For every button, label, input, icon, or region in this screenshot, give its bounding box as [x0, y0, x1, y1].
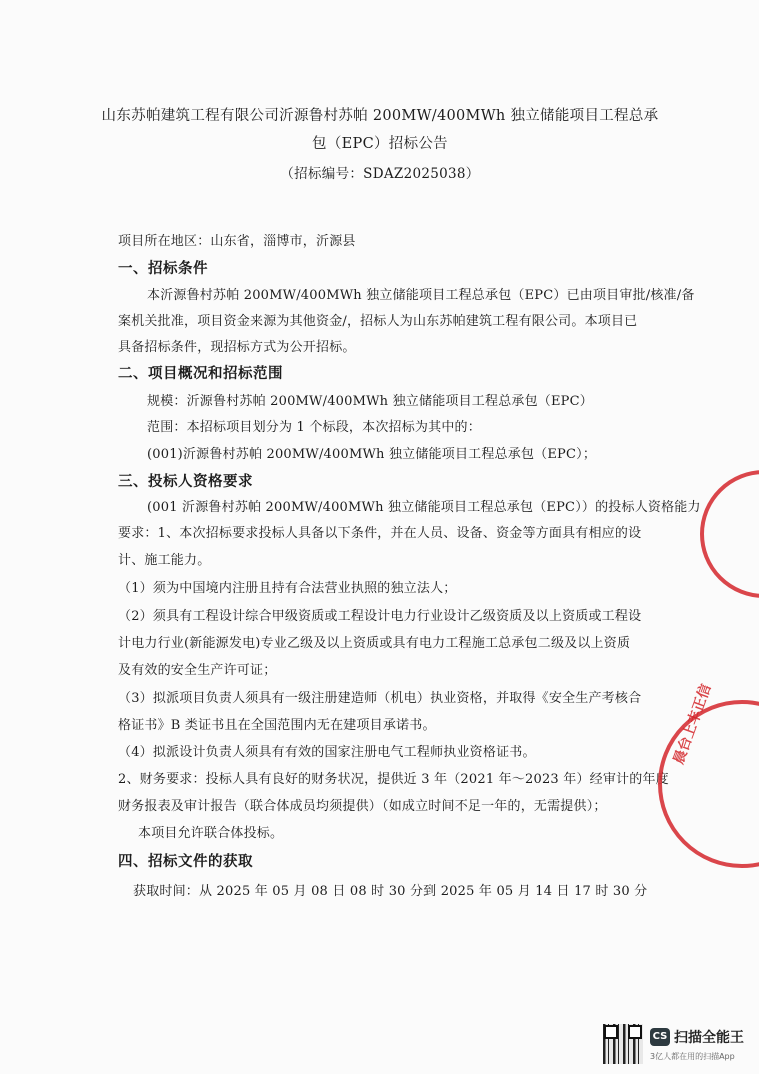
- section-heading-3: 三、投标人资格要求: [118, 473, 253, 490]
- section2-line: 规模：沂源鲁村苏帕 200MW/400MWh 独立储能项目工程总承包（EPC）: [147, 394, 593, 409]
- section-heading-1: 一、招标条件: [118, 260, 208, 277]
- section3-line: 格证书》B 类证书且在全国范围内无在建项目承诺书。: [118, 718, 436, 733]
- section1-line: 案机关批准，项目资金来源为其他资金/，招标人为山东苏帕建筑工程有限公司。本项目已: [118, 314, 638, 329]
- project-location: 项目所在地区：山东省，淄博市，沂源县: [118, 234, 356, 249]
- section3-line: （2）须具有工程设计综合甲级资质或工程设计电力行业设计乙级资质及以上资质或工程设: [118, 609, 642, 624]
- camscanner-slogan: 3亿人都在用的扫描App: [650, 1052, 735, 1061]
- section2-line: (001)沂源鲁村苏帕 200MW/400MWh 独立储能项目工程总承包（EPC）；: [147, 447, 597, 462]
- qr-code-icon: [603, 1024, 643, 1064]
- section3-line: (001 沂源鲁村苏帕 200MW/400MWh 独立储能项目工程总承包（EPC））的投标人资格能力: [147, 500, 701, 515]
- section-heading-2: 二、项目概况和招标范围: [118, 365, 283, 382]
- section3-line: （3）拟派项目负责人须具有一级注册建造师（机电）执业资格，并取得《安全生产考核合: [118, 691, 642, 706]
- camscanner-logo-icon: CS: [650, 1028, 670, 1046]
- red-seal-text: 晨台上丰正信: [670, 682, 715, 767]
- section3-line: （1）须为中国境内注册且持有合法营业执照的独立法人；: [118, 581, 457, 596]
- red-seal: [658, 700, 759, 868]
- section1-line: 本沂源鲁村苏帕 200MW/400MWh 独立储能项目工程总承包（EPC）已由项目审批/核准/备: [147, 288, 695, 303]
- section3-line: 计电力行业(新能源发电)专业乙级及以上资质或具有电力工程施工总承包二级及以上资质: [118, 636, 631, 651]
- section3-line: 要求：1、本次招标要求投标人具备以下条件，并在人员、设备、资金等方面具有相应的设: [118, 526, 642, 541]
- section3-line: 财务报表及审计报告（联合体成员均须提供）（如成立时间不足一年的，无需提供）；: [118, 799, 607, 814]
- camscanner-watermark: [603, 1024, 753, 1064]
- red-seal-fragment-top: [700, 470, 759, 598]
- section3-line: 2、财务要求：投标人具有良好的财务状况，提供近 3 年（2021 年～2023 年）经审计的年度: [118, 772, 669, 787]
- document-title-line1: 山东苏帕建筑工程有限公司沂源鲁村苏帕 200MW/400MWh 独立储能项目工程总承: [101, 108, 659, 124]
- section2-line: 范围：本招标项目划分为 1 个标段，本次招标为其中的：: [147, 420, 481, 435]
- section3-line: 及有效的安全生产许可证；: [118, 663, 277, 678]
- section-heading-4: 四、招标文件的获取: [118, 853, 253, 870]
- section1-line: 具备招标条件，现招标方式为公开招标。: [118, 340, 356, 355]
- section3-line: （4）拟派设计负责人须具有有效的国家注册电气工程师执业资格证书。: [118, 745, 536, 760]
- bid-number: （招标编号：SDAZ2025038）: [280, 166, 480, 182]
- camscanner-app-name: 扫描全能王: [674, 1030, 744, 1046]
- section3-line: 计、施工能力。: [118, 553, 211, 568]
- section3-line: 本项目允许联合体投标。: [138, 826, 284, 841]
- section4-line: 获取时间：从 2025 年 05 月 08 日 08 时 30 分到 2025 年 05 月 14 日 17 时 30 分: [133, 884, 648, 899]
- document-title-line2: 包（EPC）招标公告: [312, 136, 448, 152]
